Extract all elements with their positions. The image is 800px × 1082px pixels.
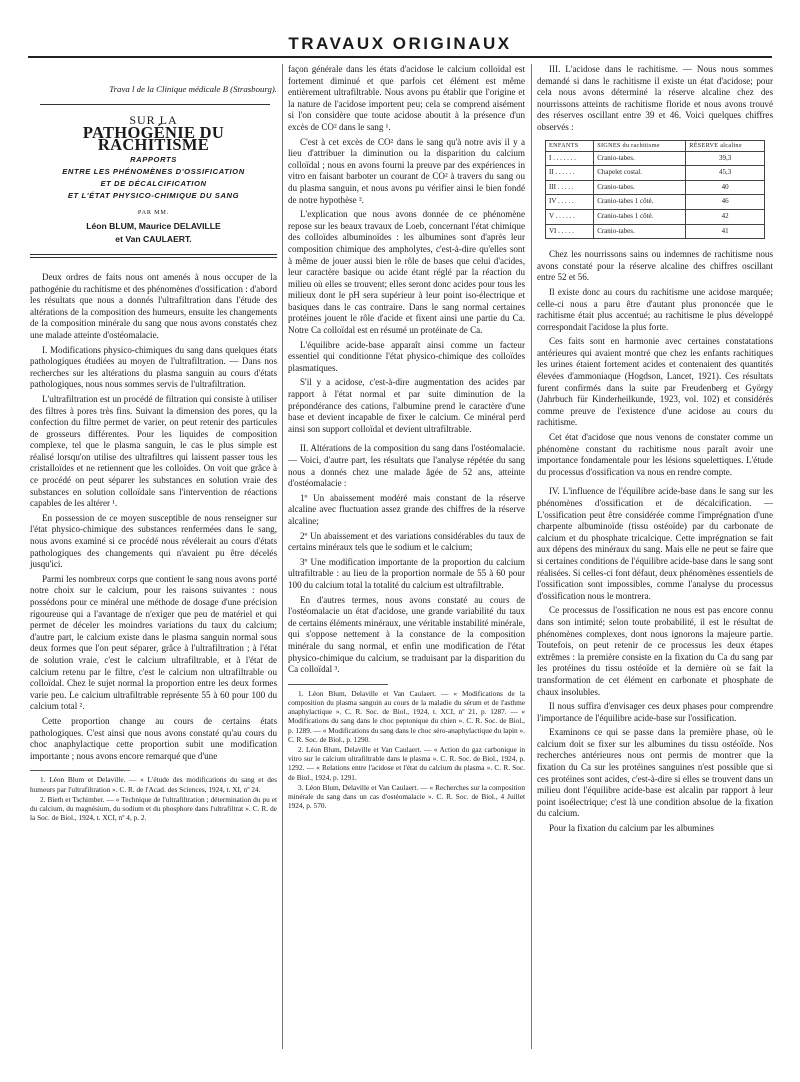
table-header-row: [546, 140, 765, 151]
authors-line: et Van CAULAERT.: [115, 233, 192, 244]
running-header: TRAVAUX ORIGINAUX: [288, 34, 512, 53]
paragraph: 1º Un abaissement modéré mais constant de la réserve alcaline avec fluctuation assez grande des chiffres de la réserve alcaline;: [288, 492, 525, 526]
table-cell: Cranio-tabes 1 côté.: [594, 195, 686, 210]
paragraph: Chez les nourrissons sains ou indemnes de rachitisme nous avons constaté pour la réserve alcaline des chiffres oscillant entre 52 et 56.: [537, 249, 773, 283]
table-cell: 45,3: [686, 166, 765, 181]
article-title: PATHOGÉNIE DU RACHITISME: [82, 123, 225, 154]
column-2: [288, 64, 525, 811]
paragraph: Il existe donc au cours du rachitisme une acidose marquée; celle-ci nous a paru être d'autant plus prononcée que le rachitisme était plus accentué; au rachitisme le plus développé correspondait l'acidose la plus forte.: [537, 286, 773, 332]
paragraph: Pour la fixation du calcium par les albumines: [549, 823, 714, 834]
authors: [30, 220, 277, 246]
table-cell: 40: [686, 180, 765, 195]
table-header: RÉSERVE alcaline: [686, 140, 765, 151]
footnote: 1. Léon Blum et Delaville. — « L'étude des modifications du sang et des humeurs par l'ultrafiltration ». C. R. de l'Acad. des Sciences, 1924, t. XI, nº 24.: [30, 775, 277, 794]
reserve-alcaline-table: [545, 140, 765, 240]
footnote-rule: [288, 684, 388, 685]
footnote: 2. Léon Blum, Delaville et Van Caulaert. — « Action du gaz carbonique in vitro sur le calcium ultrafiltrable dans le plasma ». C. R. Soc. de Biol., 1924, p. 1292. — « Relations entre l'acidose et l'état du calcium du plasma ». C. R. Soc. de Biol., 1924, p. 1291.: [288, 744, 525, 782]
paragraph: L'explication que nous avons donnée de ce phénomène repose sur les beaux travaux de Loeb, concernant l'état chimique des colloïdes albuminoïdes : les albumines sont d'après leur composition chimique des ampholytes, c'est-à-dire qu'elles sont à même de jouer aussi bien le rôle de bases que celui d'acides, leur caractère basique ou acide étant réglé par la réaction du milieu où elles se trouvent; elles seront donc acides pour tous les milieux dont le pH sera supérieur à leur point iso-électrique et basiques dans le cas contraire. Dans le sang normal certaines protéines jouent le rôle d'acide et fixent ainsi une partie du Ca. Notre Ca colloïdal est en résumé un protéinate de Ca.: [288, 209, 525, 336]
title-rule: [40, 104, 270, 105]
footnote: 1. Léon Blum, Delaville et Van Caulaert. — « Modifications de la composition du plasma sanguin au cours de la maladie du sérum et de l'asthme anaphylactique ». C. R. Soc. de Biol., 1924, t. XCI, nº 21, p. 1287. — « Modifications du sang dans le choc peptonique du chien ». C. R. Soc. de Biol., p. 1289. — « Modifications du sang dans le choc séro-anaphylactique du lapin ». C. R. Soc. de Biol., p. 1290.: [288, 688, 525, 744]
paragraph: 3º Une modification importante de la proportion du calcium ultrafiltrable : au lieu de la proportion normale de 55 à 60 pour 100 du calcium total la totalité du calcium est ultrafiltrable.: [288, 556, 525, 590]
table-cell: 41: [686, 224, 765, 239]
column-divider-right: [531, 64, 532, 1049]
table-cell: Chapelet costal.: [594, 166, 686, 181]
table-row: [546, 166, 765, 181]
footnote: 3. Léon Blum, Delaville et Van Caulaert. — « Recherches sur la composition minérale du sang dans un cas d'ostéomalacie ». C. R. Soc. de Biol., 4 Juillet 1924, p. 570.: [288, 782, 525, 811]
section-heading-paragraph: III. L'acidose dans le rachitisme. — Nous nous sommes demandé si dans le rachitisme il existe un état d'acidose; pour cela nous avons déterminé la réserve alcaline chez des nourrissons atteints de rachitisme floride et nous avons trouvé des réserves oscillant entre 39 et 46. Voici quelques chiffres observés :: [537, 64, 773, 132]
subtitle-line: ET DE DÉCALCIFICATION: [100, 179, 207, 189]
paragraph: Il nous suffira d'envisager ces deux phases pour comprendre l'importance de l'équilibre acide-base sur l'ossification.: [537, 701, 773, 723]
table-row: [546, 209, 765, 224]
table-cell: IV . . . . .: [546, 195, 594, 210]
footnote: 2. Bieth et Tschimber. — « Technique de l'ultrafiltration ; détermination du pu et du calcium, du magnésium, du sodium et du phosphore dans l'ultrafiltrat ». C. R. de la Soc. de Biol., 1924, t. XCI, nº 4, p. 2.: [30, 794, 277, 823]
column-3: [537, 64, 773, 838]
paragraph: S'il y a acidose, c'est-à-dire augmentation des acides par rapport à l'état normal et par suite diminution de la prépondérance des cations, l'albumine prend le caractère d'une base et devient incapable de fixer le calcium. Ce minéral perd ainsi son support colloïdal et devient ultrafiltrable.: [288, 377, 525, 434]
paragraph: Parmi les nombreux corps que contient le sang nous avons porté notre choix sur le calcium, pour les raisons suivantes : nous possédons pour ce minéral une méthode de dosage d'une précision rigoureuse qui a l'avantage de n'exiger que peu de matériel et qui permet de déceler les moindres variations du taux du calcium; d'autre part, le calcium existe dans le plasma sanguin normal sous deux formes que l'on peut séparer, grâce à l'ultrafiltration ; à l'état de solution vraie, c'est le calcium ultrafiltrable, et à l'état de calcium retenu par le filtre, c'est le calcium non ultrafiltrable ou colloïdal. Chez le sujet normal la proportion entre les deux formes varie peu. Le calcium ultrafiltrable représente 55 à 60 pour 100 du calcium total ².: [30, 573, 277, 712]
table-row: [546, 224, 765, 239]
paragraph: Ces faits sont en harmonie avec certaines constatations antérieures qui avaient montré que chez les enfants rachitiques les urines étaient fortement acides et contenaient des quantités élevées d'ammoniaque (Hogdson, Lancet, 1921). Ces résultats furent confirmés dans la suite par Freudenberg et György (Jahrbuch für Kinderheilkunde, 1923, vol. 102) et considérés comme preuve de l'existence d'une acidose au cours du rachitisme.: [537, 336, 773, 428]
subtitle-line: ENTRE LES PHÉNOMÈNES D'OSSIFICATION: [62, 167, 245, 177]
section-heading-paragraph: IV. L'influence de l'équilibre acide-base dans le sang sur les phénomènes d'ossification et de décalcification. — L'ossification peut être considérée comme l'imprégnation d'une charpente albuminoïde (tissu ostéoïde) par du carbonate de calcium et du phosphate tricalcique. Cette imprégnation se fait aux dépens des minéraux du sang. Mais elle ne peut se faire que si certaines conditions de l'équilibre acide-base dans le sang sont réalisées. Si celles-ci font défaut, deux phénomènes essentiels de l'ossification sont impossibles, comme l'analyse du processus d'ossification nous le montrera.: [537, 486, 773, 601]
table-cell: V . . . . . .: [546, 209, 594, 224]
table-cell: Cranio-tabes 1 côté.: [594, 209, 686, 224]
table-cell: 39,3: [686, 151, 765, 166]
paragraph: L'équilibre acide-base apparaît ainsi comme un facteur essentiel qui conditionne l'état physico-chimique des colloïdes plasmatiques.: [288, 339, 525, 373]
table-cell: Cranio-tabes.: [594, 180, 686, 195]
table-row: [546, 195, 765, 210]
article-subtitle: [30, 154, 277, 202]
paragraph: façon générale dans les états d'acidose le calcium colloïdal est fortement diminué et que parfois cet élément est même entièrement ultrafiltrable. Nous avons pu établir que l'origine et la nature de l'acidose importent peu; cela se comprend aisément si l'on considère que toute acidose aboutit à la présence d'un excès de CO² dans le sang ¹.: [288, 64, 525, 132]
subtitle-line: ET L'ÉTAT PHYSICO-CHIMIQUE DU SANG: [67, 191, 240, 201]
paragraph: C'est à cet excès de CO² dans le sang qu'à notre avis il y a lieu d'attribuer la diminution ou la disparition du calcium colloïdal ; nous en avons fourni la preuve par des expériences in vitro en faisant barboter un courant de CO² à travers du sang ou du plasma sanguin, et nous avons pu vérifier ainsi le bien fondé de notre hypothèse ².: [288, 136, 525, 205]
section-heading-paragraph: II. Altérations de la composition du sang dans l'ostéomalacie. — Voici, d'autre part, les résultats que l'analyse répétée du sang nous a donnés chez une malade âgée de 52 ans, atteinte d'ostéomalacie :: [288, 443, 525, 489]
paragraph: L'ultrafiltration est un procédé de filtration qui consiste à utiliser des filtres à pores très fins. Suivant la dimension des pores, qu la confection du filtre permet de varier, on peut retenir des particules de grosseurs différentes. Pour les liquides de composition complexe, tel que le plasma sanguin, le cas le plus simple est réalisé lorsqu'on utilise des ultrafiltres qui laissent passer tous les cristalloïdes et ne retiennent que les colloïdes. On voit que grâce à ce procédé on peut séparer les substances en solution vraie des substances en solution colloïdale sans l'intervention de réactions capables de les altérer ¹.: [30, 393, 277, 509]
authors-line: Léon BLUM, Maurice DELAVILLE: [86, 220, 221, 231]
table-row: [546, 151, 765, 166]
table-cell: 42: [686, 209, 765, 224]
table-header: ENFANTS: [546, 140, 594, 151]
paragraph: Cette proportion change au cours de certains états pathologiques. C'est ainsi que nous avons constaté qu'au cours du choc anaphylactique cette proportion subit une modification importante ; nous avons encore remarqué que d'une: [30, 715, 277, 761]
table-header: SIGNES du rachitisme: [594, 140, 686, 151]
column-divider-left: [282, 64, 283, 1049]
table-row: [546, 180, 765, 195]
footnote-rule: [30, 770, 130, 771]
title-double-rule: [30, 254, 277, 258]
table-cell: Cranio-tabes.: [594, 151, 686, 166]
table-cell: I . . . . . . .: [546, 151, 594, 166]
paragraph: Deux ordres de faits nous ont amenés à nous occuper de la pathogénie du rachitisme et des phénomènes d'ossification : d'abord les résultats que nous a donnés l'ultrafiltration dans l'étude des altérations de la composition des humeurs, ensuite les changements de la composition minérale du sang que nous avons constatés chez une malade atteinte d'ostéomalacie.: [30, 271, 277, 340]
by-line: PAR MM.: [137, 209, 170, 217]
title-prefix: SUR LA: [129, 112, 178, 127]
table-cell: II . . . . . .: [546, 166, 594, 181]
column-1: [30, 64, 277, 823]
paragraph: En d'autres termes, nous avons constaté au cours de l'ostéomalacie un état d'acidose, une grande variabilité du taux de certains éléments minéraux, une véritable instabilité minérale, qui s'oppose nettement à la constance de la composition minérale du sang normal, et enfin une modification de l'état physico-chimique du calcium, se traduisant par la disparition du Ca colloïdal ³.: [288, 594, 525, 675]
table-cell: Cranio-tabes.: [594, 224, 686, 239]
table-cell: 46: [686, 195, 765, 210]
paragraph: Ce processus de l'ossification ne nous est pas encore connu dans son intimité; selon toute probabilité, il est le résultat de phénomènes complexes, dont nous ignorons la majeure partie. Toutefois, on peut retenir de ce processus les deux étapes extrêmes : la première consiste en la fixation du Ca du sang par les protéines du tissu ostéoïde et la dernière où se fait la transformation de cet élément en carbonate et phosphate de chaux insolubles.: [537, 605, 773, 697]
paragraph: 2º Un abaissement et des variations considérables du taux de certains minéraux tels que le sodium et le calcium;: [288, 530, 525, 553]
paragraph: Examinons ce qui se passe dans la première phase, où le calcium doit se fixer sur les albumines du tissu ostéoïde. Nos recherches antérieures nous ont permis de montrer que la fixation du Ca sur les protéines sanguines n'est possible que si ces protéines sont acides, c'est-à-dire si elles se trouvent dans un milieu dont l'équilibre acide-base est alcalin par rapport à leur point isoélectrique; c'est là une condition absolue de la fixation du calcium.: [537, 727, 773, 819]
institution-line: Trava l de la Clinique médicale B (Strasbourg).: [109, 84, 277, 94]
section-heading-paragraph: I. Modifications physico-chimiques du sang dans quelques états pathologiques étudiées au moyen de l'ultrafiltration. — Dans nos recherches sur les altérations du plasma sanguin au cours d'états pathologiques, nous nous sommes servis de l'ultrafiltration.: [30, 344, 277, 390]
paragraph: En possession de ce moyen susceptible de nous renseigner sur l'état physico-chimique des substances renfermées dans le sang, nous avons examiné si ce procédé nous révélerait au cours d'états pathologiques des changements qui n'avaient pu être décelés jusqu'ici.: [30, 512, 277, 570]
paragraph: Cet état d'acidose que nous venons de constater comme un phénomène constant du rachitisme nous paraît avoir une importance fondamentale pour les lésions squelettiques. L'étude du processus d'ossification va nous en rendre compte.: [537, 432, 773, 477]
table-cell: III . . . . .: [546, 180, 594, 195]
header-rule: [28, 56, 772, 58]
table-cell: VI . . . . .: [546, 224, 594, 239]
subtitle-line: RAPPORTS: [130, 155, 177, 165]
